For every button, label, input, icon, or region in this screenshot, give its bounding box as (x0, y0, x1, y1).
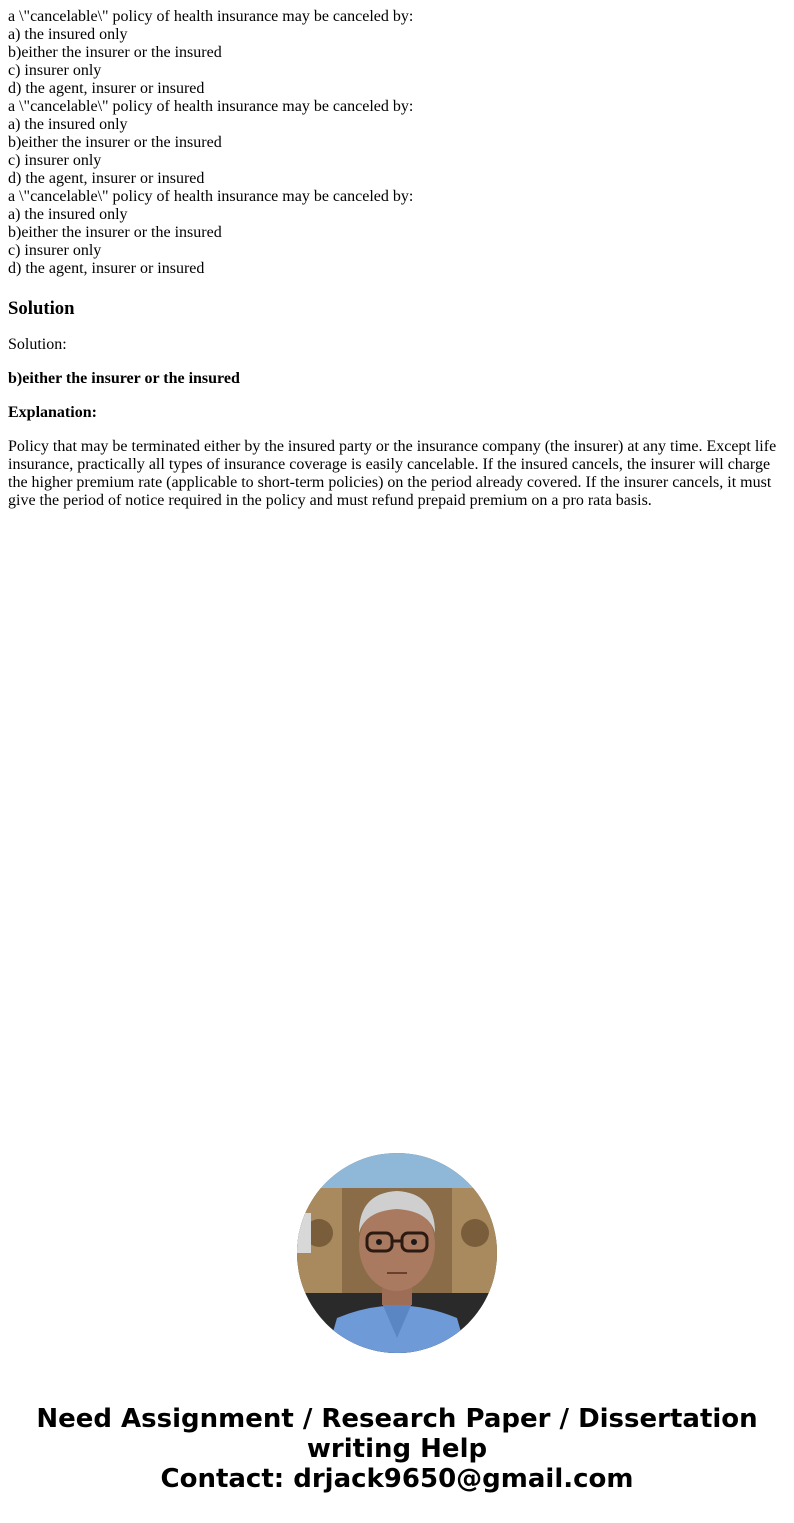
explanation-text: Policy that may be terminated either by the insured party or the insurance company (the insurer) at any time. Except life insurance, practically all types of insurance coverage is easily cancelable. If the insured cancels, the insurer will charge the higher premium rate (applicable to short-term policies) on the period already covered. If the insurer cancels, it must give the period of notice required in the policy and must refund prepaid premium on a pro rata basis. (8, 438, 777, 509)
solution-label: Solution: (8, 336, 67, 353)
question-stem: a \"cancelable\" policy of health insurance may be canceled by: (8, 8, 414, 25)
question-stem: a \"cancelable\" policy of health insurance may be canceled by: (8, 98, 414, 115)
option-b: b)either the insurer or the insured (8, 224, 222, 241)
solution-answer: b)either the insurer or the insured (8, 370, 240, 387)
question-block-3 (8, 188, 786, 278)
option-c: c) insurer only (8, 152, 102, 169)
person-portrait-icon (297, 1153, 497, 1353)
option-d: d) the agent, insurer or insured (8, 170, 205, 187)
option-d: d) the agent, insurer or insured (8, 80, 205, 97)
footer-line-2: writing Help (306, 1434, 488, 1464)
solution-heading: Solution (8, 298, 75, 319)
option-a: a) the insured only (8, 206, 128, 223)
question-block-2 (8, 98, 786, 188)
document-content (8, 8, 786, 510)
explanation-label: Explanation: (8, 404, 97, 421)
question-block-1 (8, 8, 786, 98)
footer-line-1: Need Assignment / Research Paper / Dissertation (36, 1404, 758, 1434)
option-c: c) insurer only (8, 242, 102, 259)
option-d: d) the agent, insurer or insured (8, 260, 205, 277)
option-c: c) insurer only (8, 62, 102, 79)
footer-contact-banner (0, 1404, 794, 1494)
question-stem: a \"cancelable\" policy of health insurance may be canceled by: (8, 188, 414, 205)
option-a: a) the insured only (8, 116, 128, 133)
footer-contact: Contact: drjack9650@gmail.com (160, 1464, 634, 1494)
option-a: a) the insured only (8, 26, 128, 43)
option-b: b)either the insurer or the insured (8, 44, 222, 61)
option-b: b)either the insurer or the insured (8, 134, 222, 151)
